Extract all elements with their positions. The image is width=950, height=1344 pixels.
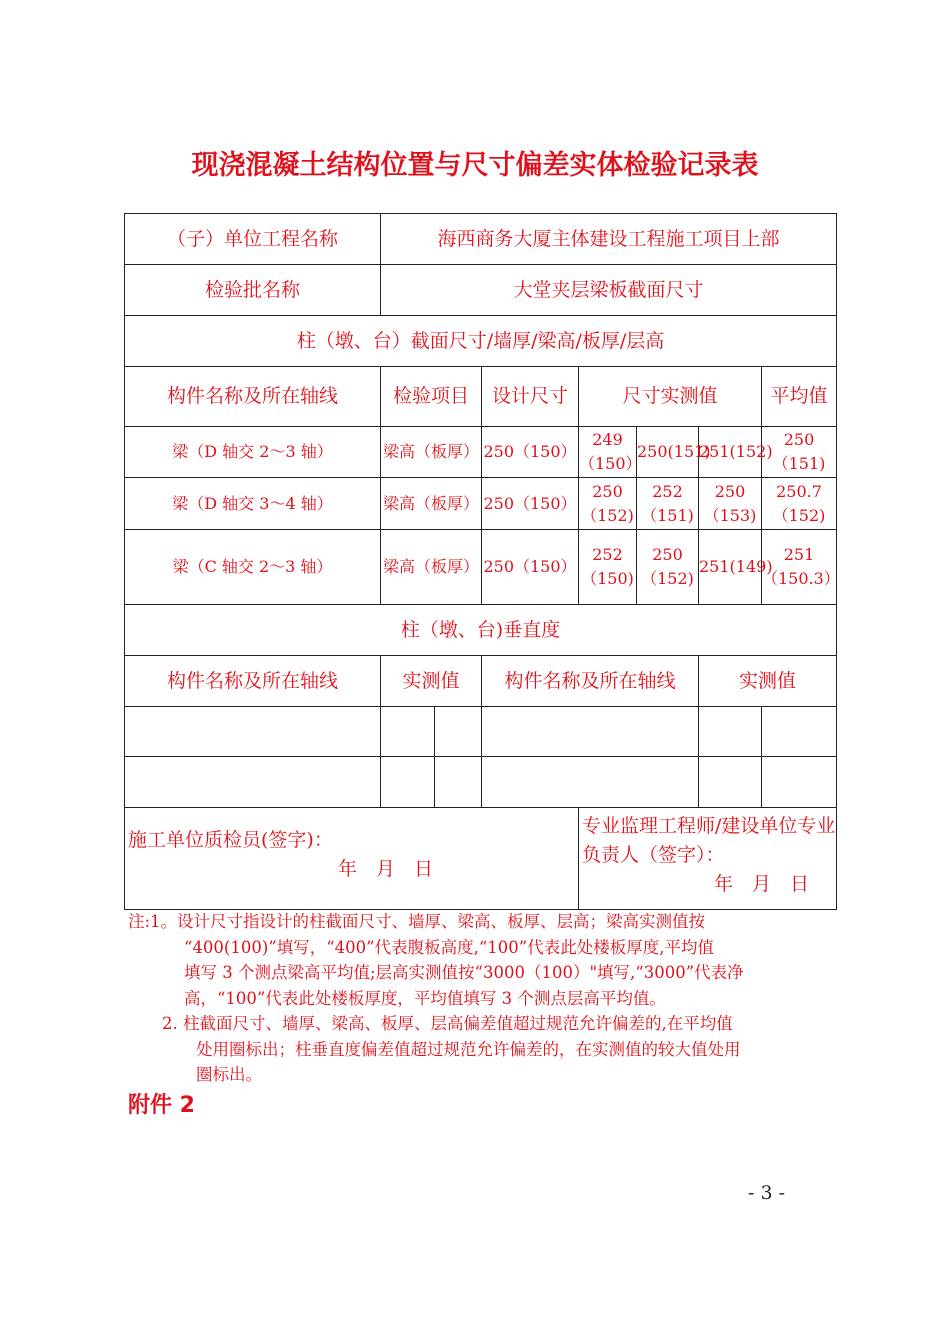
- section-dimension-title: 柱（墩、台）截面尺寸/墙厚/梁高/板厚/层高: [125, 316, 837, 367]
- row-measured-3: 251(149): [699, 530, 762, 605]
- note-line: 注:1。设计尺寸指设计的柱截面尺寸、墙厚、梁高、板厚、层高；梁高实测值按: [128, 912, 706, 931]
- row-measured-1: 250（152): [579, 478, 637, 530]
- unit-name-value: 海西商务大厦主体建设工程施工项目上部: [381, 214, 837, 265]
- empty-cell: [762, 707, 837, 757]
- page-number: - 3 -: [748, 1182, 786, 1204]
- header-item: 检验项目: [381, 367, 482, 427]
- vertical-header-component-a: 构件名称及所在轴线: [125, 656, 381, 707]
- empty-cell: [381, 707, 435, 757]
- note-line: 2. 柱截面尺寸、墙厚、梁高、板厚、层高偏差值超过规范允许偏差的,在平均值: [162, 1014, 733, 1033]
- vertical-header-measured-b: 实测值: [699, 656, 837, 707]
- unit-name-label: （子）单位工程名称: [125, 214, 381, 265]
- empty-cell: [699, 707, 762, 757]
- row-measured-3: 250（153): [699, 478, 762, 530]
- row-average: 251（150.3）: [762, 530, 837, 605]
- signature-construction: [125, 808, 579, 910]
- empty-cell: [699, 757, 762, 808]
- empty-cell: [435, 707, 482, 757]
- note-line: 处用圈标出；柱垂直度偏差值超过规范允许偏差的，在实测值的较大值处用: [196, 1039, 741, 1059]
- header-average: 平均值: [762, 367, 837, 427]
- note-line: 高，“100”代表此处楼板厚度，平均值填写 3 个测点层高平均值。: [184, 988, 666, 1008]
- header-measured: 尺寸实测值: [579, 367, 762, 427]
- section-verticality-title: 柱（墩、台)垂直度: [125, 605, 837, 656]
- row-measured-1: 249（150）: [579, 427, 637, 478]
- batch-label: 检验批名称: [125, 265, 381, 316]
- row-component: 梁（D 轴交 3～4 轴）: [125, 478, 381, 530]
- note-line: 圈标出。: [196, 1065, 262, 1084]
- construction-inspector-label: 施工单位质检员(签字)：: [128, 829, 333, 851]
- empty-cell: [762, 757, 837, 808]
- supervisor-date: 年 月 日: [714, 873, 810, 895]
- vertical-header-component-b: 构件名称及所在轴线: [482, 656, 699, 707]
- empty-cell: [435, 757, 482, 808]
- empty-cell: [125, 757, 381, 808]
- row-item: 梁高（板厚）: [381, 427, 482, 478]
- header-design: 设计尺寸: [482, 367, 579, 427]
- empty-cell: [381, 757, 435, 808]
- row-measured-2: 252（151): [637, 478, 699, 530]
- row-average: 250（151): [762, 427, 837, 478]
- row-design: 250（150）: [482, 478, 579, 530]
- empty-cell: [482, 757, 699, 808]
- construction-date: 年 月 日: [338, 858, 434, 880]
- row-average: 250.7（152): [762, 478, 837, 530]
- empty-cell: [482, 707, 699, 757]
- header-component: 构件名称及所在轴线: [125, 367, 381, 427]
- attachment-label: 附件 2: [128, 1093, 195, 1118]
- row-measured-2: 250(151): [637, 427, 699, 478]
- row-design: 250（150）: [482, 427, 579, 478]
- row-component: 梁（C 轴交 2～3 轴）: [125, 530, 381, 605]
- vertical-header-measured-a: 实测值: [381, 656, 482, 707]
- row-design: 250（150）: [482, 530, 579, 605]
- empty-cell: [125, 707, 381, 757]
- row-measured-3: 251(152): [699, 427, 762, 478]
- row-item: 梁高（板厚）: [381, 530, 482, 605]
- note-line: 填写 3 个测点梁高平均值;层高实测值按“3000（100）"填写,“3000”代表净: [184, 963, 744, 982]
- document-title: 现浇混凝土结构位置与尺寸偏差实体检验记录表: [191, 150, 759, 181]
- batch-value: 大堂夹层梁板截面尺寸: [381, 265, 837, 316]
- row-component: 梁（D 轴交 2～3 轴）: [125, 427, 381, 478]
- notes: [128, 909, 840, 1088]
- supervisor-label-line1: 专业监理工程师/建设单位专业: [582, 815, 836, 837]
- supervisor-label-line2: 负责人（签字）：: [582, 844, 725, 866]
- row-measured-2: 250（152): [637, 530, 699, 605]
- note-line: “400(100)”填写，“400”代表腹板高度,“100”代表此处楼板厚度,平均值: [184, 937, 714, 957]
- inspection-record-table: [124, 213, 840, 910]
- row-measured-1: 252（150): [579, 530, 637, 605]
- row-item: 梁高（板厚）: [381, 478, 482, 530]
- signature-supervisor: [579, 808, 837, 910]
